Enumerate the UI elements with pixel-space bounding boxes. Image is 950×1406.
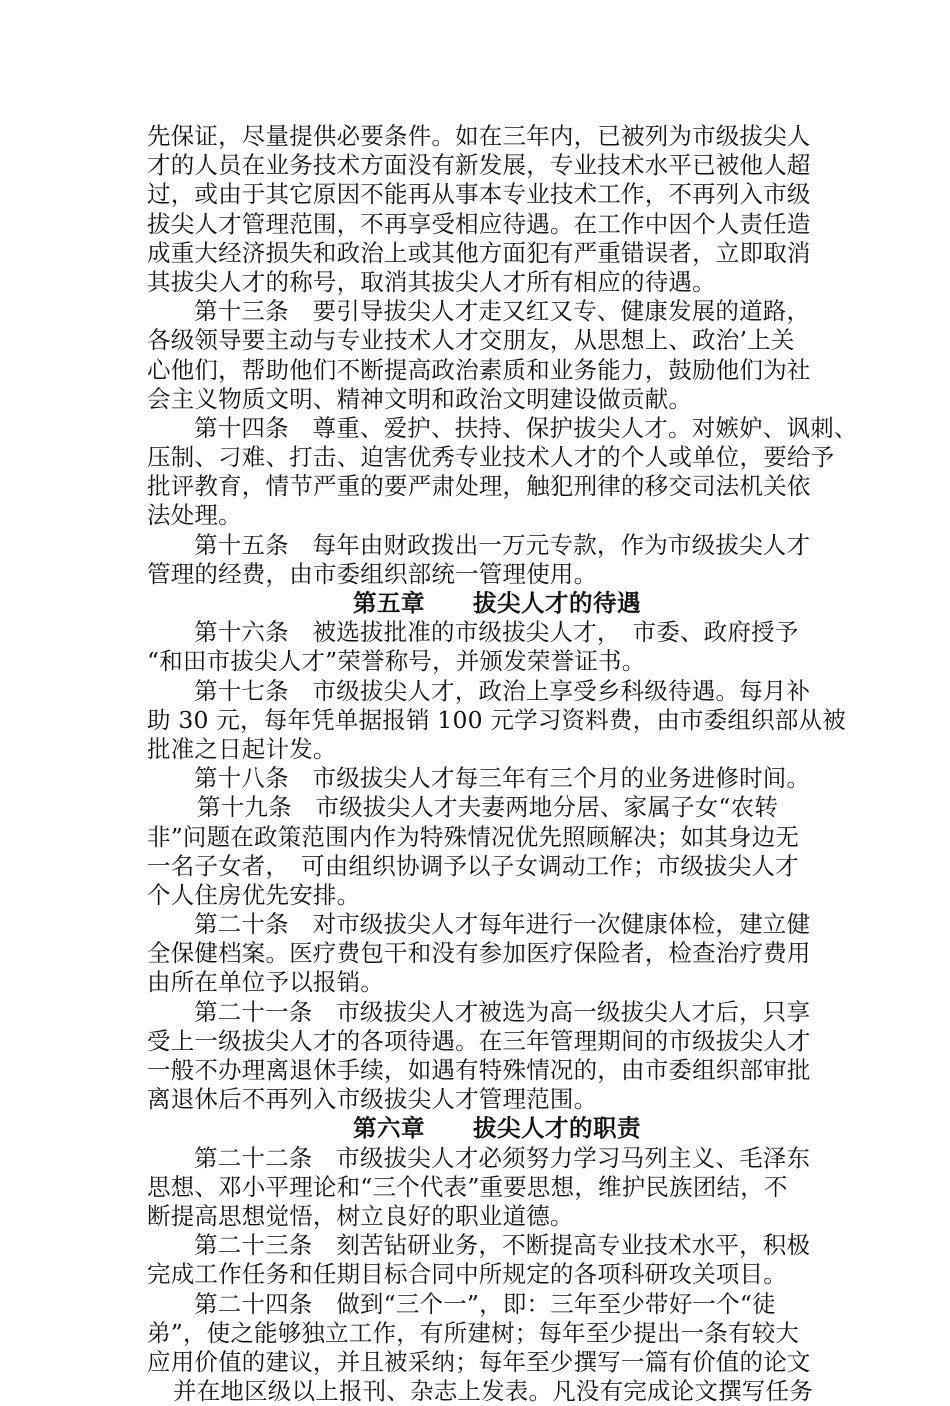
text-line: 思想、邓小平理论和“三个代表”重要思想，维护民族团结，不	[147, 1172, 788, 1201]
text-line: 一般不办理离退休手续，如遇有特殊情况的，由市委组织部审批	[147, 1056, 811, 1084]
text-line: 离退休后不再列入市级拔尖人才管理范围。	[147, 1085, 598, 1114]
document-page	[147, 122, 858, 1406]
text-line: 法处理。	[147, 501, 242, 530]
text-line: 全保健档案。医疗费包干和没有参加医疗保险者，检查治疗费用	[147, 939, 811, 968]
article-23-line: 第二十三条 刻苦钻研业务，不断提高专业技术水平，积极	[194, 1231, 811, 1260]
article-18-line: 第十八条 市级拔尖人才每三年有三个月的业务进修时间。	[194, 764, 811, 793]
text-line: “和田市拔尖人才”荣誉称号，并颁发荣誉证书。	[147, 647, 646, 676]
text-line: 应用价值的建议，并且被采纳；每年至少撰写一篇有价值的论文	[147, 1347, 811, 1376]
text-line: 才的人员在业务技术方面没有新发展，专业技术水平已被他人超	[147, 151, 811, 180]
article-19-line: 第十九条 市级拔尖人才夫妻两地分居、家属子女“农转	[197, 793, 779, 822]
chapter-5-heading: 第五章 拔尖人才的待遇	[353, 589, 641, 617]
article-20-line: 第二十条 对市级拔尖人才每年进行一次健康体检，建立健	[194, 910, 811, 939]
text-line: 成重大经济损失和政治上或其他方面犯有严重错误者，立即取消	[147, 238, 811, 267]
text-line: 批准之日起计发。	[147, 734, 337, 763]
article-13-line: 第十三条 要引导拔尖人才走又红又专、健康发展的道路，	[194, 297, 811, 326]
text-line: 个人住房优先安排。	[147, 880, 361, 909]
text-line: 压制、刁难、打击、迫害优秀专业技术人才的个人或单位，要给予	[147, 443, 835, 472]
text-line: 批评教育，情节严重的要严肃处理，触犯刑律的移交司法机关依	[147, 472, 811, 501]
text-line: 非”问题在政策范围内作为特殊情况优先照顾解决；如其身边无	[147, 822, 800, 851]
text-line: 会主义物质文明、精神文明和政治文明建设做贡献。	[147, 384, 693, 413]
text-line: 管理的经费，由市委组织部统一管理使用。	[147, 559, 598, 588]
article-17-line: 第十七条 市级拔尖人才，政治上享受乡科级待遇。每月补	[194, 676, 811, 705]
text-line: 拔尖人才管理范围，不再享受相应待遇。在工作中因个人责任造	[147, 209, 811, 238]
article-16-line: 第十六条 被选拔批准的市级拔尖人才， 市委、政府授予	[194, 618, 799, 647]
text-line: 断提高思想觉悟，树立良好的职业道德。	[147, 1201, 574, 1230]
text-line: 其拔尖人才的称号，取消其拔尖人才所有相应的待遇。	[147, 267, 716, 296]
chapter-6-heading: 第六章 拔尖人才的职责	[353, 1114, 641, 1143]
text-line: 心他们，帮助他们不断提高政治素质和业务能力，鼓励他们为社	[147, 355, 811, 384]
text-line: 助 30 元，每年凭单据报销 100 元学习资料费，由市委组织部从被	[147, 705, 846, 734]
article-14-line: 第十四条 尊重、爱护、扶持、保护拔尖人才。对嫉妒、讽刺、	[194, 413, 858, 442]
text-line: 过，或由于其它原因不能再从事本专业技术工作，不再列入市级	[147, 180, 811, 209]
article-22-line: 第二十二条 市级拔尖人才必须努力学习马列主义、毛泽东	[194, 1143, 811, 1172]
text-line: 并在地区级以上报刊、杂志上发表。凡没有完成论文撰写任务	[173, 1377, 813, 1406]
text-line: 弟”，使之能够独立工作，有所建树；每年至少提出一条有较大	[147, 1318, 800, 1347]
article-15-line: 第十五条 每年由财政拨出一万元专款，作为市级拔尖人才	[194, 530, 811, 559]
article-24-line: 第二十四条 做到“三个一”，即：三年至少带好一个“徒	[194, 1289, 776, 1318]
text-line: 由所在单位予以报销。	[147, 968, 384, 997]
article-21-line: 第二十一条 市级拔尖人才被选为高一级拔尖人才后，只享	[194, 997, 811, 1026]
text-line: 先保证，尽量提供必要条件。如在三年内，已被列为市级拔尖人	[147, 122, 811, 150]
text-line: 完成工作任务和任期目标合同中所规定的各项科研攻关项目。	[147, 1260, 787, 1289]
text-line: 受上一级拔尖人才的各项待遇。在三年管理期间的市级拔尖人才	[147, 1026, 811, 1055]
text-line: 各级领导要主动与专业技术人才交朋友，从思想上、政治’上关	[147, 326, 795, 355]
text-line: 一名子女者， 可由组织协调予以子女调动工作；市级拔尖人才	[147, 851, 799, 880]
